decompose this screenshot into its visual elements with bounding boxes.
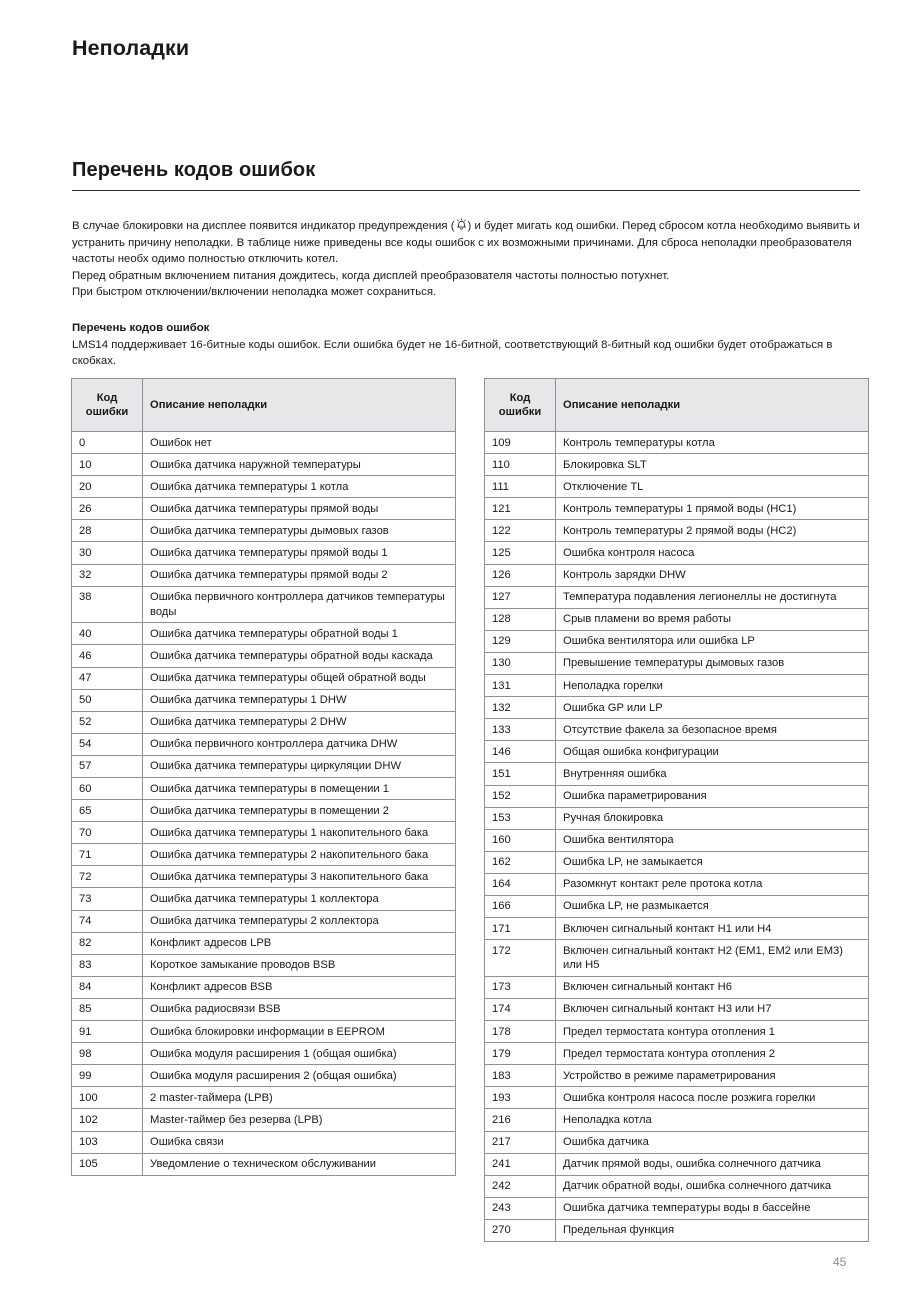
error-description-cell: Ошибка контроля насоса bbox=[556, 542, 869, 564]
table-row bbox=[72, 888, 456, 910]
table-row bbox=[485, 851, 869, 873]
table-header-row bbox=[72, 379, 456, 432]
error-description-cell: Датчик обратной воды, ошибка солнечного датчика bbox=[556, 1175, 869, 1197]
error-description-cell: Блокировка SLT bbox=[556, 454, 869, 476]
table-row bbox=[72, 520, 456, 542]
intro-line-1 bbox=[72, 218, 872, 268]
table-row bbox=[72, 454, 456, 476]
error-code-cell: 217 bbox=[485, 1131, 556, 1153]
table-row bbox=[485, 586, 869, 608]
table-row bbox=[485, 432, 869, 454]
error-code-cell: 179 bbox=[485, 1043, 556, 1065]
error-code-cell: 28 bbox=[72, 520, 143, 542]
error-description-cell: Ошибка датчика наружной температуры bbox=[143, 454, 456, 476]
intro-line-2: Перед обратным включением питания дождитесь, когда дисплей преобразователя частоты полностью потухнет. bbox=[72, 269, 670, 282]
error-code-cell: 111 bbox=[485, 476, 556, 498]
error-code-cell: 83 bbox=[72, 954, 143, 976]
error-code-cell: 10 bbox=[72, 454, 143, 476]
error-code-cell: 0 bbox=[72, 432, 143, 454]
error-code-cell: 178 bbox=[485, 1021, 556, 1043]
error-code-list-intro bbox=[72, 320, 872, 370]
error-description-cell: Неполадка котла bbox=[556, 1109, 869, 1131]
chapter-title: Неполадки bbox=[72, 36, 190, 60]
table-row bbox=[72, 1021, 456, 1043]
error-code-cell: 26 bbox=[72, 498, 143, 520]
error-code-cell: 32 bbox=[72, 564, 143, 586]
column-header-code bbox=[72, 379, 143, 432]
table-row bbox=[485, 608, 869, 630]
error-code-cell: 30 bbox=[72, 542, 143, 564]
error-description-cell: Срыв пламени во время работы bbox=[556, 608, 869, 630]
error-description-cell: Предел термостата контура отопления 1 bbox=[556, 1021, 869, 1043]
error-code-cell: 125 bbox=[485, 542, 556, 564]
table-row bbox=[485, 829, 869, 851]
table-row bbox=[72, 998, 456, 1020]
error-description-cell: Ошибка датчика температуры прямой воды 2 bbox=[143, 564, 456, 586]
error-code-cell: 131 bbox=[485, 675, 556, 697]
table-row bbox=[485, 1175, 869, 1197]
error-code-cell: 122 bbox=[485, 520, 556, 542]
error-code-cell: 160 bbox=[485, 829, 556, 851]
error-description-cell: Внутренняя ошибка bbox=[556, 763, 869, 785]
error-code-cell: 173 bbox=[485, 976, 556, 998]
error-code-cell: 146 bbox=[485, 741, 556, 763]
table-row bbox=[72, 645, 456, 667]
table-row bbox=[485, 1153, 869, 1175]
table-row bbox=[485, 1131, 869, 1153]
error-code-cell: 242 bbox=[485, 1175, 556, 1197]
error-code-cell: 174 bbox=[485, 998, 556, 1020]
error-description-cell: Датчик прямой воды, ошибка солнечного датчика bbox=[556, 1153, 869, 1175]
error-description-cell: Ошибка датчика температуры 1 котла bbox=[143, 476, 456, 498]
error-code-cell: 54 bbox=[72, 733, 143, 755]
error-description-cell: Конфликт адресов LPB bbox=[143, 932, 456, 954]
error-description-cell: Короткое замыкание проводов BSB bbox=[143, 954, 456, 976]
error-code-cell: 20 bbox=[72, 476, 143, 498]
error-description-cell: Ошибка датчика температуры обратной воды 1 bbox=[143, 623, 456, 645]
table-row bbox=[485, 895, 869, 917]
error-description-cell: Разомкнут контакт реле протока котла bbox=[556, 873, 869, 895]
intro-text-after-icon: ) и будет мигать код ошибки. Перед сбросом котла необходимо выявить и устранить причину неполадки. В таблице ниже приведены все коды ошибок с их возможными причинами. Для сброса неполадки преобразователя частоты необх одимо полностью отключить котел. bbox=[72, 220, 860, 266]
error-code-cell: 100 bbox=[72, 1087, 143, 1109]
table-row bbox=[485, 564, 869, 586]
sub-heading: Перечень кодов ошибок bbox=[72, 322, 210, 334]
error-code-cell: 127 bbox=[485, 586, 556, 608]
error-description-cell: Включен сигнальный контакт H1 или H4 bbox=[556, 918, 869, 940]
error-code-cell: 109 bbox=[485, 432, 556, 454]
error-description-cell: Ошибка LP, не размыкается bbox=[556, 895, 869, 917]
page-title: Перечень кодов ошибок bbox=[72, 159, 316, 181]
error-code-cell: 40 bbox=[72, 623, 143, 645]
error-description-cell: Ошибка GP или LP bbox=[556, 697, 869, 719]
intro-line-3: При быстром отключении/включении неполадка может сохраниться. bbox=[72, 286, 437, 299]
error-code-cell: 57 bbox=[72, 755, 143, 777]
error-description-cell: Неполадка горелки bbox=[556, 675, 869, 697]
table-row bbox=[485, 476, 869, 498]
error-description-cell: Ошибка датчика температуры циркуляции DHW bbox=[143, 755, 456, 777]
error-description-cell: Отсутствие факела за безопасное время bbox=[556, 719, 869, 741]
intro-paragraph bbox=[72, 218, 872, 301]
error-code-cell: 46 bbox=[72, 645, 143, 667]
error-code-cell: 38 bbox=[72, 586, 143, 623]
column-header-code-line1: Код bbox=[96, 391, 118, 404]
table-row bbox=[72, 1109, 456, 1131]
table-row bbox=[72, 542, 456, 564]
error-description-cell: Ошибка первичного контроллера датчика DHW bbox=[143, 733, 456, 755]
error-description-cell: Ошибка датчика температуры 2 коллектора bbox=[143, 910, 456, 932]
table-row bbox=[72, 976, 456, 998]
table-row bbox=[72, 866, 456, 888]
error-code-cell: 98 bbox=[72, 1043, 143, 1065]
error-description-cell: Ошибка датчика bbox=[556, 1131, 869, 1153]
table-row bbox=[485, 652, 869, 674]
error-description-cell: Ошибка блокировки информации в EEPROM bbox=[143, 1021, 456, 1043]
error-code-cell: 193 bbox=[485, 1087, 556, 1109]
error-code-cell: 47 bbox=[72, 667, 143, 689]
error-code-cell: 65 bbox=[72, 800, 143, 822]
error-description-cell: 2 master-таймера (LPB) bbox=[143, 1087, 456, 1109]
table-row bbox=[72, 711, 456, 733]
error-description-cell: Ошибка вентилятора или ошибка LP bbox=[556, 630, 869, 652]
table-row bbox=[485, 918, 869, 940]
error-description-cell: Ошибка радиосвязи BSB bbox=[143, 998, 456, 1020]
error-code-cell: 73 bbox=[72, 888, 143, 910]
error-code-cell: 84 bbox=[72, 976, 143, 998]
table-row bbox=[72, 1087, 456, 1109]
error-description-cell: Ошибка контроля насоса после розжига горелки bbox=[556, 1087, 869, 1109]
error-description-cell: Общая ошибка конфигурации bbox=[556, 741, 869, 763]
error-description-cell: Ошибка датчика температуры 2 накопительного бака bbox=[143, 844, 456, 866]
table-row bbox=[485, 697, 869, 719]
error-description-cell: Ошибка датчика температуры в помещении 1 bbox=[143, 778, 456, 800]
error-code-cell: 82 bbox=[72, 932, 143, 954]
error-code-cell: 153 bbox=[485, 807, 556, 829]
error-code-cell: 121 bbox=[485, 498, 556, 520]
error-description-cell: Ошибка модуля расширения 2 (общая ошибка) bbox=[143, 1065, 456, 1087]
error-description-cell: Ошибка датчика температуры прямой воды 1 bbox=[143, 542, 456, 564]
error-description-cell: Уведомление о техническом обслуживании bbox=[143, 1153, 456, 1175]
error-description-cell: Ошибок нет bbox=[143, 432, 456, 454]
error-description-cell: Ошибка датчика температуры 1 накопительного бака bbox=[143, 822, 456, 844]
error-code-cell: 243 bbox=[485, 1197, 556, 1219]
error-description-cell: Включен сигнальный контакт H6 bbox=[556, 976, 869, 998]
error-description-cell: Ошибка датчика температуры в помещении 2 bbox=[143, 800, 456, 822]
table-row bbox=[72, 564, 456, 586]
table-row bbox=[485, 498, 869, 520]
error-code-cell: 99 bbox=[72, 1065, 143, 1087]
table-row bbox=[485, 1043, 869, 1065]
table-row bbox=[72, 800, 456, 822]
table-row bbox=[485, 1219, 869, 1241]
table-row bbox=[72, 844, 456, 866]
error-code-cell: 132 bbox=[485, 697, 556, 719]
table-row bbox=[72, 1153, 456, 1175]
table-row bbox=[72, 822, 456, 844]
error-code-cell: 183 bbox=[485, 1065, 556, 1087]
table-row bbox=[72, 689, 456, 711]
sub-heading-description: LMS14 поддерживает 16-битные коды ошибок. Если ошибка будет не 16-битной, соответствующий 8-битный код ошибки будет отображаться в скобках. bbox=[72, 338, 833, 368]
table-row bbox=[72, 910, 456, 932]
table-row bbox=[485, 1021, 869, 1043]
error-code-cell: 70 bbox=[72, 822, 143, 844]
error-description-cell: Конфликт адресов BSB bbox=[143, 976, 456, 998]
error-description-cell: Ошибка датчика температуры дымовых газов bbox=[143, 520, 456, 542]
error-code-cell: 129 bbox=[485, 630, 556, 652]
table-row bbox=[485, 785, 869, 807]
table-row bbox=[485, 454, 869, 476]
warning-bell-icon bbox=[455, 218, 468, 232]
table-row bbox=[72, 932, 456, 954]
error-code-cell: 171 bbox=[485, 918, 556, 940]
column-header-description: Описание неполадки bbox=[556, 379, 869, 432]
table-row bbox=[72, 778, 456, 800]
error-code-cell: 130 bbox=[485, 652, 556, 674]
error-description-cell: Превышение температуры дымовых газов bbox=[556, 652, 869, 674]
error-description-cell: Ошибка вентилятора bbox=[556, 829, 869, 851]
table-row bbox=[72, 667, 456, 689]
error-description-cell: Master-таймер без резерва (LPB) bbox=[143, 1109, 456, 1131]
table-body-left bbox=[72, 432, 456, 1176]
error-code-cell: 216 bbox=[485, 1109, 556, 1131]
error-description-cell: Ошибка датчика температуры обратной воды каскада bbox=[143, 645, 456, 667]
error-code-cell: 74 bbox=[72, 910, 143, 932]
error-code-cell: 85 bbox=[72, 998, 143, 1020]
error-description-cell: Контроль температуры котла bbox=[556, 432, 869, 454]
error-code-cell: 162 bbox=[485, 851, 556, 873]
error-description-cell: Предельная функция bbox=[556, 1219, 869, 1241]
table-row bbox=[72, 498, 456, 520]
table-row bbox=[485, 807, 869, 829]
column-header-description: Описание неполадки bbox=[143, 379, 456, 432]
table-row bbox=[72, 755, 456, 777]
table-row bbox=[485, 1087, 869, 1109]
table-row bbox=[72, 954, 456, 976]
table-row bbox=[72, 733, 456, 755]
error-code-table-right bbox=[484, 378, 869, 1242]
table-row bbox=[485, 630, 869, 652]
error-description-cell: Ошибка параметрирования bbox=[556, 785, 869, 807]
table-row bbox=[485, 940, 869, 977]
table-row bbox=[485, 998, 869, 1020]
error-description-cell: Ошибка датчика температуры 1 DHW bbox=[143, 689, 456, 711]
error-description-cell: Включен сигнальный контакт H3 или H7 bbox=[556, 998, 869, 1020]
page-number: 45 bbox=[833, 1255, 847, 1269]
table-row bbox=[485, 1065, 869, 1087]
intro-text-before-icon: В случае блокировки на дисплее появится индикатор предупреждения ( bbox=[72, 220, 455, 232]
column-header-code-line2: ошибки bbox=[85, 406, 129, 418]
error-code-cell: 172 bbox=[485, 940, 556, 977]
error-code-cell: 133 bbox=[485, 719, 556, 741]
error-description-cell: Ошибка LP, не замыкается bbox=[556, 851, 869, 873]
error-code-cell: 103 bbox=[72, 1131, 143, 1153]
table-row bbox=[72, 1131, 456, 1153]
error-description-cell: Ошибка датчика температуры воды в бассейне bbox=[556, 1197, 869, 1219]
table-row bbox=[485, 719, 869, 741]
table-row bbox=[72, 476, 456, 498]
error-code-cell: 102 bbox=[72, 1109, 143, 1131]
table-row bbox=[72, 623, 456, 645]
error-code-cell: 105 bbox=[72, 1153, 143, 1175]
error-description-cell: Ошибка датчика температуры 1 коллектора bbox=[143, 888, 456, 910]
error-code-cell: 52 bbox=[72, 711, 143, 733]
error-code-cell: 110 bbox=[485, 454, 556, 476]
error-description-cell: Контроль температуры 1 прямой воды (HC1) bbox=[556, 498, 869, 520]
table-body-right bbox=[485, 432, 869, 1242]
error-code-cell: 241 bbox=[485, 1153, 556, 1175]
column-header-code-line2: ошибки bbox=[498, 406, 542, 418]
error-code-cell: 151 bbox=[485, 763, 556, 785]
error-description-cell: Ошибка датчика температуры 3 накопительного бака bbox=[143, 866, 456, 888]
error-code-cell: 270 bbox=[485, 1219, 556, 1241]
error-code-cell: 152 bbox=[485, 785, 556, 807]
error-description-cell: Отключение TL bbox=[556, 476, 869, 498]
error-code-cell: 166 bbox=[485, 895, 556, 917]
error-description-cell: Ошибка первичного контроллера датчиков температуры воды bbox=[143, 586, 456, 623]
table-row bbox=[72, 586, 456, 623]
error-code-cell: 164 bbox=[485, 873, 556, 895]
error-code-cell: 126 bbox=[485, 564, 556, 586]
table-row bbox=[72, 1043, 456, 1065]
error-description-cell: Контроль температуры 2 прямой воды (HC2) bbox=[556, 520, 869, 542]
table-row bbox=[485, 520, 869, 542]
error-code-cell: 72 bbox=[72, 866, 143, 888]
error-description-cell: Включен сигнальный контакт H2 (EM1, EM2 или EM3) или H5 bbox=[556, 940, 869, 977]
error-code-table-left bbox=[71, 378, 456, 1176]
error-description-cell: Ручная блокировка bbox=[556, 807, 869, 829]
column-header-code bbox=[485, 379, 556, 432]
table-row bbox=[485, 873, 869, 895]
column-header-code-line1: Код bbox=[509, 391, 531, 404]
table-row bbox=[72, 1065, 456, 1087]
error-code-cell: 50 bbox=[72, 689, 143, 711]
error-description-cell: Ошибка связи bbox=[143, 1131, 456, 1153]
title-divider bbox=[72, 190, 860, 191]
error-description-cell: Устройство в режиме параметрирования bbox=[556, 1065, 869, 1087]
table-row bbox=[485, 1197, 869, 1219]
error-code-cell: 60 bbox=[72, 778, 143, 800]
error-description-cell: Ошибка датчика температуры общей обратной воды bbox=[143, 667, 456, 689]
error-code-cell: 128 bbox=[485, 608, 556, 630]
error-description-cell: Температура подавления легионеллы не достигнута bbox=[556, 586, 869, 608]
error-description-cell: Ошибка датчика температуры прямой воды bbox=[143, 498, 456, 520]
error-code-cell: 71 bbox=[72, 844, 143, 866]
table-header-row bbox=[485, 379, 869, 432]
error-description-cell: Предел термостата контура отопления 2 bbox=[556, 1043, 869, 1065]
table-row bbox=[72, 432, 456, 454]
table-row bbox=[485, 976, 869, 998]
table-row bbox=[485, 675, 869, 697]
error-code-cell: 91 bbox=[72, 1021, 143, 1043]
table-row bbox=[485, 542, 869, 564]
error-description-cell: Ошибка модуля расширения 1 (общая ошибка) bbox=[143, 1043, 456, 1065]
error-description-cell: Контроль зарядки DHW bbox=[556, 564, 869, 586]
table-row bbox=[485, 741, 869, 763]
table-row bbox=[485, 763, 869, 785]
table-row bbox=[485, 1109, 869, 1131]
error-description-cell: Ошибка датчика температуры 2 DHW bbox=[143, 711, 456, 733]
